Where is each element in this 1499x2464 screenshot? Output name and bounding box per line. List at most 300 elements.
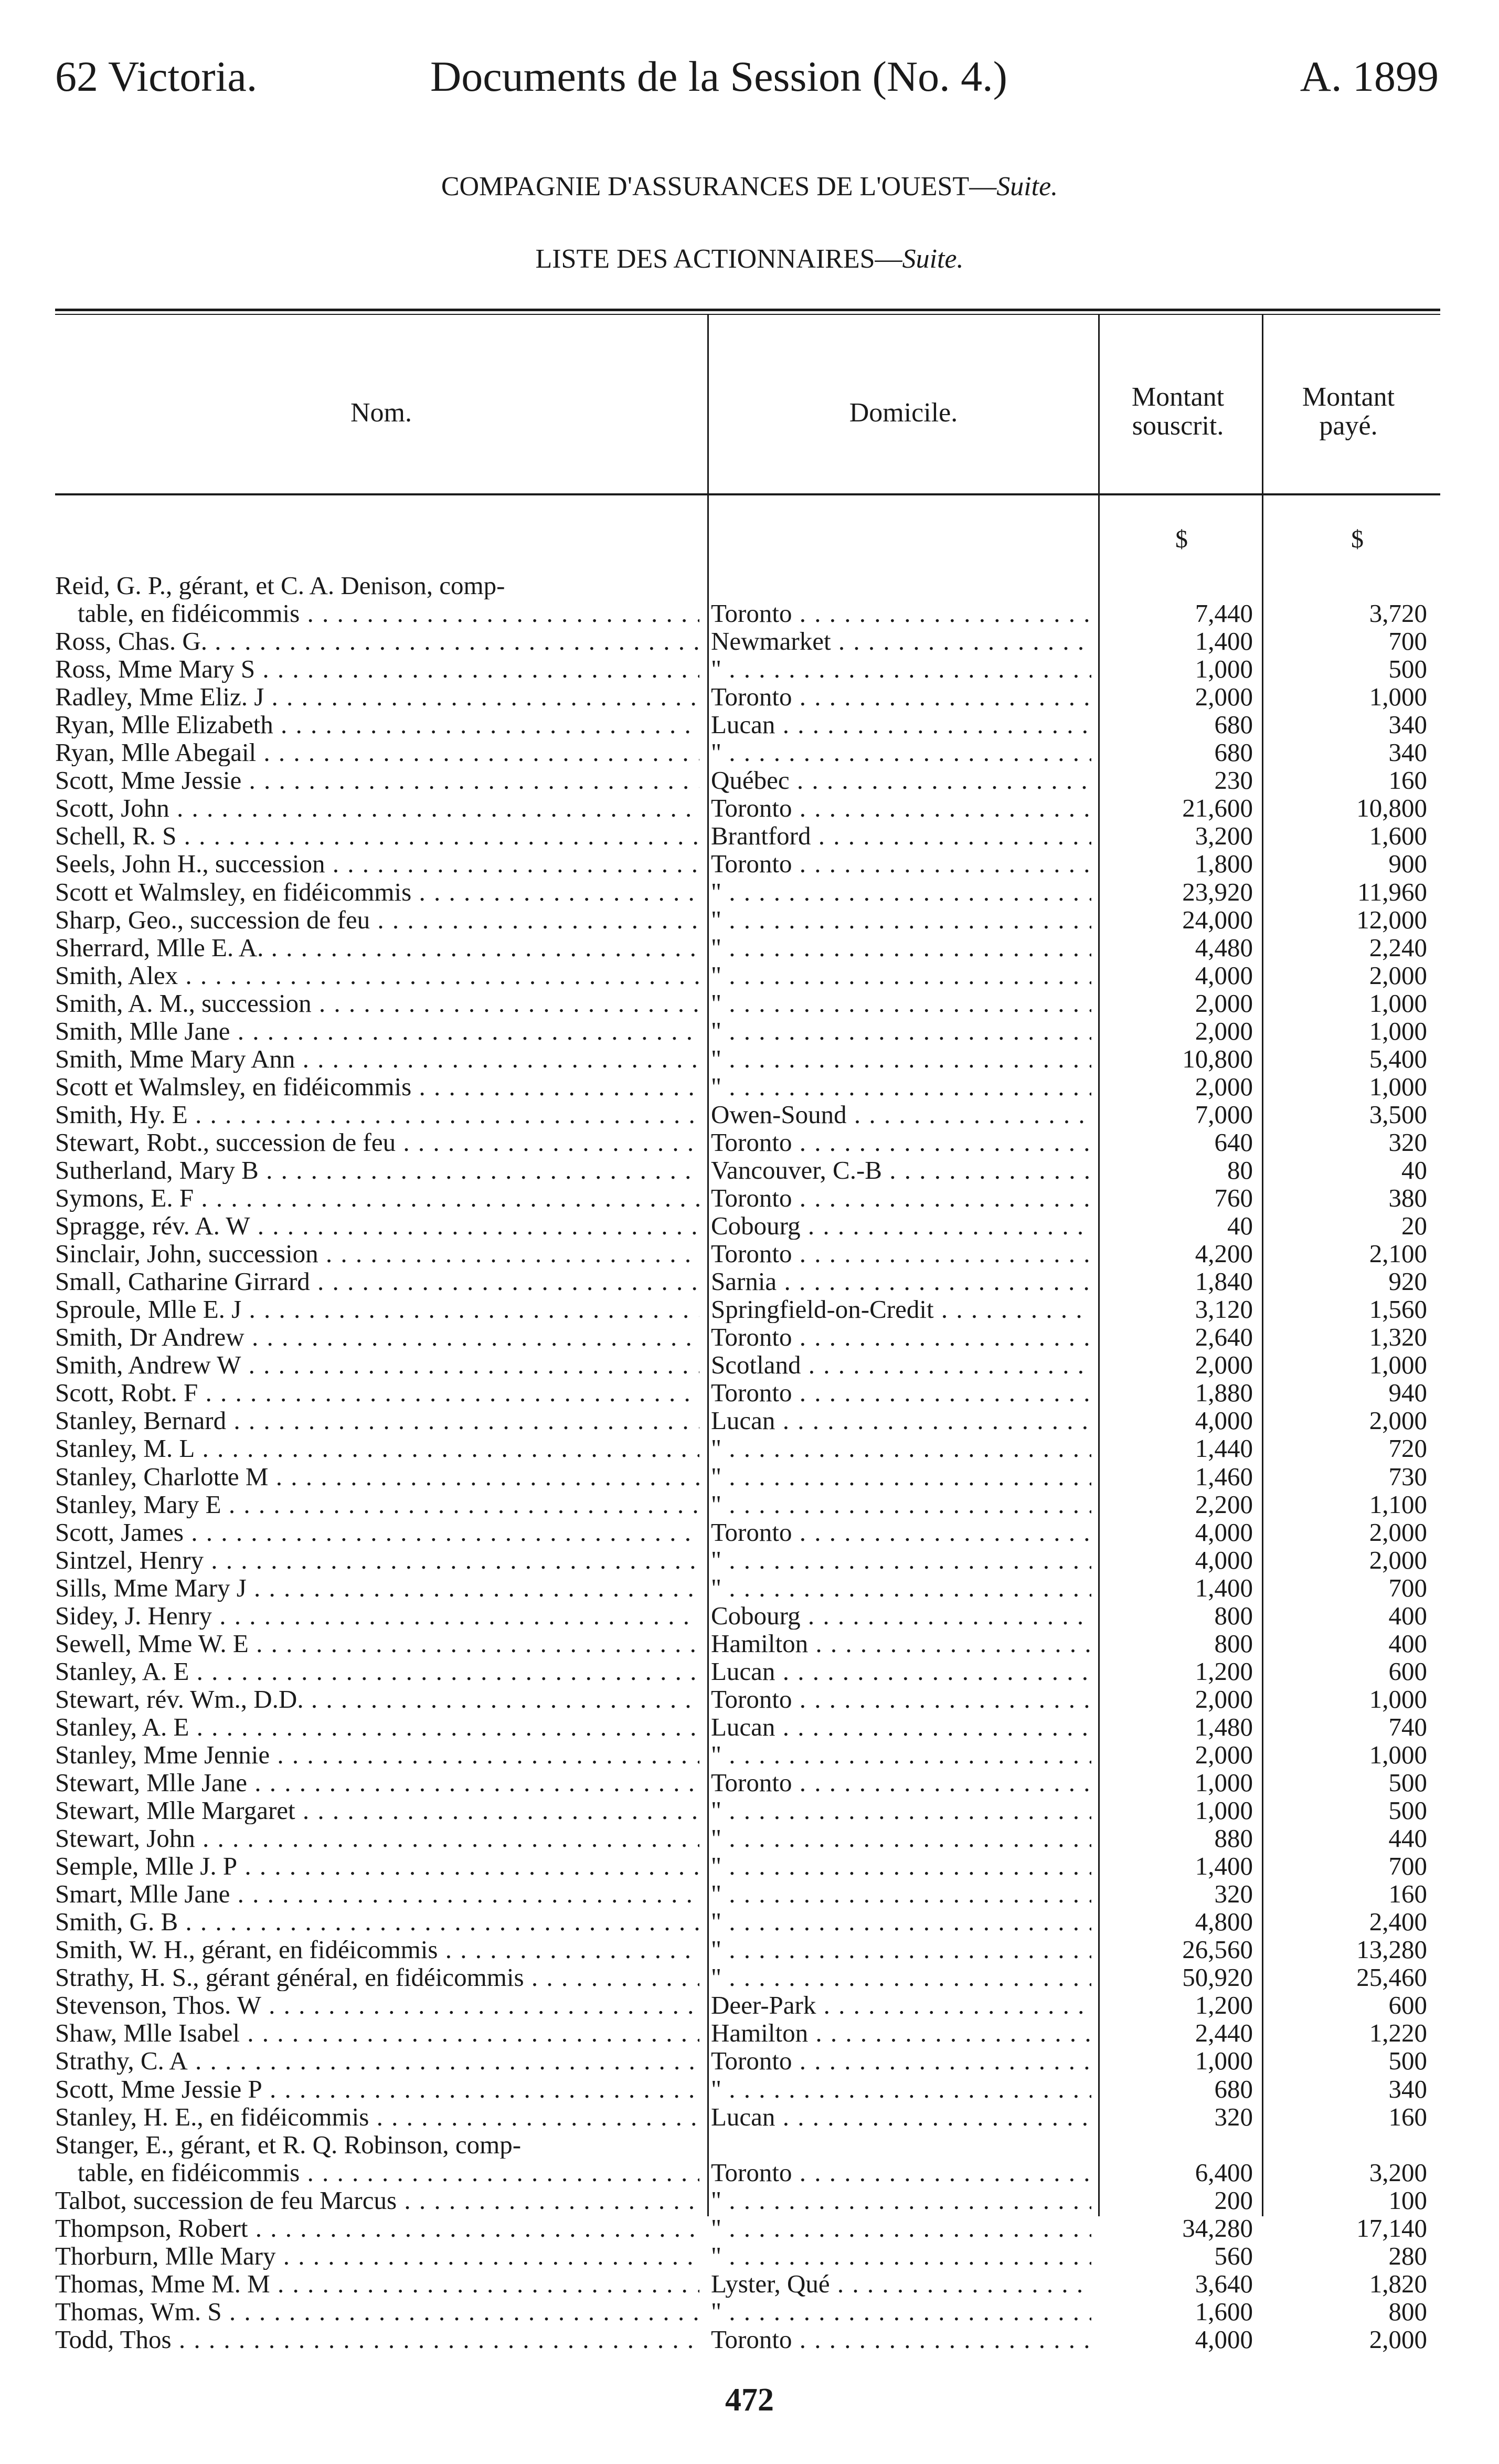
amount-paid: 11,960 (1357, 877, 1427, 906)
amount-subscribed: 24,000 (1182, 905, 1253, 934)
shareholder-domicile: Sarnia . . . (711, 1267, 1091, 1295)
table-row (0, 1963, 1499, 1991)
table-row (0, 1741, 1499, 1769)
shareholder-name: Stewart, Mlle Jane . . . (55, 1769, 699, 1796)
column-header-domicile: Domicile. (849, 398, 958, 428)
table-row (0, 738, 1499, 766)
amount-subscribed: 800 (1214, 1628, 1253, 1658)
amount-subscribed: 1,000 (1195, 1768, 1253, 1797)
amount-subscribed: 4,480 (1195, 933, 1253, 962)
amount-paid: 400 (1388, 1601, 1427, 1630)
amount-paid: 1,000 (1369, 1684, 1427, 1714)
table-row (0, 766, 1499, 794)
amount-paid: 13,280 (1356, 1935, 1427, 1964)
shareholder-name: Stanley, H. E., en fidéicommis . . . (55, 2103, 699, 2131)
table-row (0, 2214, 1499, 2242)
shareholder-name: Smith, Andrew W . . . (55, 1351, 699, 1379)
shareholder-domicile: Toronto . . . (711, 1685, 1091, 1713)
table-row (0, 2019, 1499, 2047)
amount-paid: 3,500 (1369, 1099, 1427, 1129)
amount-subscribed: 230 (1214, 766, 1253, 795)
table-row (0, 1824, 1499, 1852)
shareholder-name: Smith, Mlle Jane . . . (55, 1017, 699, 1045)
shareholder-name: Shaw, Mlle Isabel . . . (55, 2019, 699, 2047)
amount-subscribed: 680 (1214, 710, 1253, 739)
amount-subscribed: 1,000 (1195, 2046, 1253, 2076)
amount-paid: 500 (1388, 2046, 1427, 2076)
table-row (0, 1128, 1499, 1156)
header-bottom-rule (55, 493, 1440, 495)
shareholder-domicile: " . . . (711, 1073, 1091, 1101)
amount-subscribed: 23,920 (1182, 877, 1253, 906)
table-row (0, 2186, 1499, 2214)
amount-subscribed: 880 (1214, 1824, 1253, 1853)
shareholder-name: Sills, Mme Mary J . . . (55, 1574, 699, 1602)
amount-subscribed: 1,480 (1195, 1712, 1253, 1741)
shareholder-name: Stanley, A. E . . . (55, 1657, 699, 1685)
amount-subscribed: 1,800 (1195, 849, 1253, 879)
amount-subscribed: 1,400 (1195, 1573, 1253, 1602)
shareholder-name: Ryan, Mlle Abegail . . . (55, 738, 699, 766)
amount-paid: 380 (1388, 1183, 1427, 1213)
table-row (0, 2075, 1499, 2103)
shareholder-name: Stanley, Mary E . . . (55, 1490, 699, 1518)
shareholder-domicile: " . . . (711, 655, 1091, 683)
shareholder-domicile: Lucan . . . (711, 711, 1091, 738)
table-row (0, 2298, 1499, 2325)
amount-subscribed: 2,000 (1195, 1350, 1253, 1380)
column-header-paye: Montant payé. (1302, 382, 1395, 441)
column-header-nom: Nom. (350, 398, 412, 428)
shareholder-name: Smith, G. B . . . (55, 1908, 699, 1936)
amount-subscribed: 320 (1214, 1879, 1253, 1909)
amount-subscribed: 1,400 (1195, 627, 1253, 656)
amount-paid: 500 (1388, 654, 1427, 684)
amount-paid: 160 (1388, 1879, 1427, 1909)
table-row (0, 1463, 1499, 1490)
table-row (0, 1323, 1499, 1351)
currency-souscrit: $ (1175, 525, 1188, 553)
shareholder-domicile: Toronto . . . (711, 1128, 1091, 1156)
shareholder-domicile: Québec . . . (711, 766, 1091, 794)
table-row (0, 934, 1499, 961)
amount-paid: 2,100 (1369, 1239, 1427, 1268)
amount-paid: 1,320 (1369, 1323, 1427, 1352)
shareholder-name: Radley, Mme Eliz. J . . . (55, 683, 699, 711)
table-row (0, 1991, 1499, 2019)
amount-subscribed: 760 (1214, 1183, 1253, 1213)
shareholder-name: Scott et Walmsley, en fidéicommis . . . (55, 1073, 699, 1101)
amount-paid: 100 (1388, 2185, 1427, 2215)
shareholder-name: Stewart, Mlle Margaret . . . (55, 1796, 699, 1824)
shareholder-domicile: Newmarket . . . (711, 627, 1091, 655)
amount-paid: 700 (1388, 1852, 1427, 1881)
shareholder-name: Scott, James . . . (55, 1518, 699, 1546)
shareholder-name: Smith, Mme Mary Ann . . . (55, 1045, 699, 1073)
amount-paid: 1,560 (1369, 1295, 1427, 1324)
shareholder-domicile: Toronto . . . (711, 2159, 1091, 2186)
amount-paid: 700 (1388, 1573, 1427, 1602)
shareholder-domicile: " . . . (711, 878, 1091, 906)
amount-paid: 5,400 (1369, 1044, 1427, 1073)
table-row (0, 822, 1499, 850)
table-row (0, 1852, 1499, 1880)
table-row (0, 1017, 1499, 1045)
table-row (0, 906, 1499, 934)
shareholder-domicile: Toronto . . . (711, 599, 1091, 627)
amount-subscribed: 4,800 (1195, 1907, 1253, 1937)
table-row (0, 2325, 1499, 2353)
header-title: Documents de la Session (No. 4.) (430, 52, 1007, 100)
shareholder-domicile: " . . . (711, 1017, 1091, 1045)
amount-paid: 730 (1388, 1462, 1427, 1491)
table-row (0, 1713, 1499, 1741)
shareholder-name: Stevenson, Thos. W . . . (55, 1991, 699, 2019)
amount-paid: 2,000 (1369, 1517, 1427, 1547)
shareholder-name: Smith, Hy. E . . . (55, 1101, 699, 1128)
shareholder-name: Smith, Dr Andrew . . . (55, 1323, 699, 1351)
table-row (0, 2159, 1499, 2186)
table-row (0, 961, 1499, 989)
shareholder-name: Sintzel, Henry . . . (55, 1546, 699, 1574)
shareholder-name: Sproule, Mlle E. J . . . (55, 1295, 699, 1323)
shareholder-domicile: Toronto . . . (711, 1518, 1091, 1546)
table-row (0, 989, 1499, 1017)
amount-paid: 720 (1388, 1434, 1427, 1463)
amount-subscribed: 4,000 (1195, 1517, 1253, 1547)
amount-subscribed: 21,600 (1182, 794, 1253, 823)
amount-paid: 920 (1388, 1267, 1427, 1296)
shareholder-domicile: " . . . (711, 738, 1091, 766)
table-row (0, 1267, 1499, 1295)
amount-subscribed: 2,640 (1195, 1323, 1253, 1352)
list-title: LISTE DES ACTIONNAIRES—Suite. (535, 244, 964, 274)
shareholder-name: Thorburn, Mlle Mary . . . (55, 2242, 699, 2270)
amount-paid: 600 (1388, 1656, 1427, 1686)
amount-paid: 340 (1388, 738, 1427, 767)
amount-paid: 400 (1388, 1628, 1427, 1658)
table-top-rule (55, 309, 1440, 311)
amount-paid: 2,240 (1369, 933, 1427, 962)
table-row (0, 711, 1499, 738)
amount-subscribed: 4,000 (1195, 1545, 1253, 1574)
amount-subscribed: 2,000 (1195, 682, 1253, 712)
shareholder-domicile: Hamilton . . . (711, 2019, 1091, 2047)
shareholder-name: Smith, W. H., gérant, en fidéicommis . . . (55, 1936, 699, 1963)
shareholder-domicile: Toronto . . . (711, 2325, 1091, 2353)
shareholder-domicile: " . . . (711, 1936, 1091, 1963)
amount-paid: 1,220 (1369, 2018, 1427, 2048)
shareholder-domicile: Brantford . . . (711, 822, 1091, 850)
header-session: 62 Victoria. (55, 52, 258, 100)
amount-subscribed: 1,440 (1195, 1434, 1253, 1463)
table-row (0, 2047, 1499, 2075)
amount-paid: 600 (1388, 1991, 1427, 2020)
amount-subscribed: 34,280 (1182, 2213, 1253, 2243)
shareholder-domicile: Toronto . . . (711, 794, 1091, 822)
shareholder-name: Stanley, Charlotte M . . . (55, 1463, 699, 1490)
amount-paid: 2,000 (1369, 1545, 1427, 1574)
amount-subscribed: 3,640 (1195, 2269, 1253, 2298)
shareholder-domicile: " . . . (711, 934, 1091, 961)
shareholder-name: Thomas, Wm. S . . . (55, 2298, 699, 2325)
amount-paid: 10,800 (1356, 794, 1427, 823)
shareholder-name: Sutherland, Mary B . . . (55, 1156, 699, 1184)
shareholder-domicile: " . . . (711, 1908, 1091, 1936)
amount-subscribed: 26,560 (1182, 1935, 1253, 1964)
shareholder-name: Ross, Mme Mary S . . . (55, 655, 699, 683)
shareholder-domicile: Toronto . . . (711, 683, 1091, 711)
shareholder-domicile: Toronto . . . (711, 850, 1091, 877)
amount-subscribed: 7,440 (1195, 599, 1253, 628)
shareholder-domicile: Toronto . . . (711, 1240, 1091, 1267)
shareholder-domicile: " . . . (711, 1963, 1091, 1991)
shareholder-domicile: " . . . (711, 1824, 1091, 1852)
amount-subscribed: 40 (1227, 1211, 1253, 1241)
table-row (0, 655, 1499, 683)
amount-subscribed: 2,000 (1195, 1740, 1253, 1769)
shareholder-domicile: Lucan . . . (711, 1713, 1091, 1741)
amount-subscribed: 7,000 (1195, 1099, 1253, 1129)
table-row (0, 1546, 1499, 1574)
table-row (0, 1434, 1499, 1462)
table-row (0, 1574, 1499, 1602)
shareholder-domicile: " . . . (711, 961, 1091, 989)
amount-subscribed: 1,200 (1195, 1656, 1253, 1686)
shareholder-domicile: Owen-Sound . . . (711, 1101, 1091, 1128)
shareholder-domicile: " . . . (711, 2186, 1091, 2214)
amount-subscribed: 2,200 (1195, 1489, 1253, 1519)
shareholder-name: Symons, E. F . . . (55, 1184, 699, 1212)
amount-paid: 3,720 (1369, 599, 1427, 628)
table-row (0, 1101, 1499, 1128)
shareholder-name: Smart, Mlle Jane . . . (55, 1880, 699, 1908)
amount-subscribed: 1,880 (1195, 1378, 1253, 1408)
table-row (0, 1908, 1499, 1936)
shareholder-domicile: Lucan . . . (711, 1407, 1091, 1434)
table-row (0, 683, 1499, 711)
company-title: COMPAGNIE D'ASSURANCES DE L'OUEST—Suite. (441, 172, 1058, 202)
shareholder-name: Scott, John . . . (55, 794, 699, 822)
table-row (0, 1184, 1499, 1212)
shareholder-domicile: Springfield-on-Credit . . . (711, 1295, 1091, 1323)
table-row (0, 1630, 1499, 1657)
shareholder-name: Sidey, J. Henry . . . (55, 1602, 699, 1630)
table-row (0, 1602, 1499, 1630)
table-row (0, 1073, 1499, 1101)
shareholder-name: Smith, A. M., succession . . . (55, 989, 699, 1017)
amount-paid: 1,820 (1369, 2269, 1427, 2298)
amount-subscribed: 2,000 (1195, 1072, 1253, 1101)
shareholder-name: Scott, Mme Jessie P . . . (55, 2075, 699, 2103)
amount-paid: 1,000 (1369, 682, 1427, 712)
table-row (0, 1351, 1499, 1379)
amount-paid: 340 (1388, 2074, 1427, 2103)
header-year: A. 1899 (1300, 52, 1439, 100)
amount-paid: 12,000 (1356, 905, 1427, 934)
table-row (0, 1407, 1499, 1434)
table-row (0, 1936, 1499, 1963)
table-row (0, 1657, 1499, 1685)
amount-subscribed: 1,460 (1195, 1462, 1253, 1491)
amount-subscribed: 680 (1214, 738, 1253, 767)
amount-paid: 17,140 (1356, 2213, 1427, 2243)
shareholder-name: Sewell, Mme W. E . . . (55, 1630, 699, 1657)
shareholder-name: Strathy, H. S., gérant général, en fidéicommis . . . (55, 1963, 699, 1991)
shareholder-name: Stewart, Robt., succession de feu . . . (55, 1128, 699, 1156)
shareholder-domicile: Deer-Park . . . (711, 1991, 1091, 2019)
shareholder-domicile: " . . . (711, 1741, 1091, 1769)
shareholder-domicile: " . . . (711, 1045, 1091, 1073)
table-row (0, 2103, 1499, 2131)
shareholder-name: Stanley, Mme Jennie . . . (55, 1741, 699, 1769)
column-header-souscrit: Montant souscrit. (1131, 382, 1225, 441)
shareholder-domicile: Toronto . . . (711, 1184, 1091, 1212)
amount-paid: 2,000 (1369, 960, 1427, 990)
amount-subscribed: 560 (1214, 2241, 1253, 2270)
amount-subscribed: 2,000 (1195, 988, 1253, 1018)
shareholder-name: Stanley, M. L . . . (55, 1434, 699, 1462)
amount-subscribed: 4,000 (1195, 2324, 1253, 2354)
amount-paid: 1,600 (1369, 821, 1427, 851)
table-row (0, 1769, 1499, 1796)
amount-paid: 20 (1401, 1211, 1427, 1241)
amount-subscribed: 2,440 (1195, 2018, 1253, 2048)
table-row (0, 1240, 1499, 1267)
amount-paid: 2,000 (1369, 1406, 1427, 1435)
amount-subscribed: 80 (1227, 1155, 1253, 1185)
shareholder-domicile: Lucan . . . (711, 2103, 1091, 2131)
amount-subscribed: 800 (1214, 1601, 1253, 1630)
amount-paid: 1,000 (1369, 1740, 1427, 1769)
shareholder-domicile: " . . . (711, 989, 1091, 1017)
amount-paid: 25,460 (1356, 1963, 1427, 1992)
shareholder-domicile: Toronto . . . (711, 1769, 1091, 1796)
amount-paid: 2,400 (1369, 1907, 1427, 1937)
shareholder-domicile: Toronto . . . (711, 1323, 1091, 1351)
shareholder-name: Sinclair, John, succession . . . (55, 1240, 699, 1267)
shareholder-domicile: " . . . (711, 906, 1091, 934)
table-top-rule-thin (55, 314, 1440, 315)
table-row (0, 794, 1499, 822)
page-number: 472 (725, 2382, 774, 2418)
amount-subscribed: 1,200 (1195, 1991, 1253, 2020)
table-row (0, 1045, 1499, 1073)
shareholder-name: Reid, G. P., gérant, et C. A. Denison, comp- (55, 572, 505, 599)
amount-paid: 160 (1388, 766, 1427, 795)
amount-subscribed: 1,600 (1195, 2297, 1253, 2326)
shareholder-domicile: Toronto . . . (711, 2047, 1091, 2075)
amount-paid: 3,200 (1369, 2158, 1427, 2187)
table-row (0, 627, 1499, 655)
amount-paid: 740 (1388, 1712, 1427, 1741)
amount-paid: 160 (1388, 2102, 1427, 2131)
shareholder-name: Strathy, C. A . . . (55, 2047, 699, 2075)
amount-subscribed: 4,000 (1195, 1406, 1253, 1435)
currency-paye: $ (1351, 525, 1364, 553)
amount-paid: 500 (1388, 1796, 1427, 1825)
shareholder-domicile: " . . . (711, 2298, 1091, 2325)
shareholder-name: Schell, R. S . . . (55, 822, 699, 850)
amount-subscribed: 6,400 (1195, 2158, 1253, 2187)
shareholder-domicile: " . . . (711, 2075, 1091, 2103)
amount-subscribed: 3,200 (1195, 821, 1253, 851)
amount-subscribed: 3,120 (1195, 1295, 1253, 1324)
table-row (0, 599, 1499, 627)
amount-subscribed: 640 (1214, 1127, 1253, 1157)
shareholder-domicile: Toronto . . . (711, 1379, 1091, 1407)
amount-subscribed: 1,400 (1195, 1852, 1253, 1881)
amount-subscribed: 10,800 (1182, 1044, 1253, 1073)
amount-paid: 2,000 (1369, 2324, 1427, 2354)
table-row (0, 2242, 1499, 2270)
amount-paid: 500 (1388, 1768, 1427, 1797)
shareholder-name: Seels, John H., succession . . . (55, 850, 699, 877)
shareholder-name: Stanley, Bernard . . . (55, 1407, 699, 1434)
table-row (0, 2131, 1499, 2159)
shareholder-domicile: " . . . (711, 1490, 1091, 1518)
amount-subscribed: 50,920 (1182, 1963, 1253, 1992)
amount-paid: 900 (1388, 849, 1427, 879)
amount-paid: 1,000 (1369, 1350, 1427, 1380)
amount-subscribed: 4,000 (1195, 960, 1253, 990)
amount-subscribed: 1,840 (1195, 1267, 1253, 1296)
shareholder-name: Stanley, A. E . . . (55, 1713, 699, 1741)
shareholder-domicile: Lyster, Qué . . . (711, 2270, 1091, 2298)
shareholder-domicile: " . . . (711, 1463, 1091, 1490)
amount-subscribed: 320 (1214, 2102, 1253, 2131)
shareholder-domicile: " . . . (711, 1852, 1091, 1880)
amount-paid: 1,000 (1369, 988, 1427, 1018)
amount-subscribed: 1,000 (1195, 1796, 1253, 1825)
table-row (0, 878, 1499, 906)
shareholder-domicile: Hamilton . . . (711, 1630, 1091, 1657)
shareholder-name: Stewart, John . . . (55, 1824, 699, 1852)
amount-paid: 320 (1388, 1127, 1427, 1157)
shareholder-domicile: Lucan . . . (711, 1657, 1091, 1685)
amount-paid: 800 (1388, 2297, 1427, 2326)
shareholder-table (0, 572, 1499, 2353)
shareholder-domicile: Scotland . . . (711, 1351, 1091, 1379)
table-row (0, 1379, 1499, 1407)
table-row (0, 1295, 1499, 1323)
amount-subscribed: 200 (1214, 2185, 1253, 2215)
amount-paid: 1,000 (1369, 1072, 1427, 1101)
shareholder-name: Stanger, E., gérant, et R. Q. Robinson, comp- (55, 2130, 522, 2159)
shareholder-name: Spragge, rév. A. W . . . (55, 1212, 699, 1240)
shareholder-domicile: " . . . (711, 1574, 1091, 1602)
shareholder-name: Ross, Chas. G. . . . (55, 627, 699, 655)
table-row (0, 1156, 1499, 1184)
amount-paid: 1,100 (1369, 1489, 1427, 1519)
shareholder-name: table, en fidéicommis . . . (78, 599, 699, 627)
amount-subscribed: 680 (1214, 2074, 1253, 2103)
shareholder-domicile: Cobourg . . . (711, 1602, 1091, 1630)
shareholder-domicile: Vancouver, C.-B . . . (711, 1156, 1091, 1184)
amount-subscribed: 1,000 (1195, 654, 1253, 684)
shareholder-name: table, en fidéicommis . . . (78, 2159, 699, 2186)
shareholder-name: Smith, Alex . . . (55, 961, 699, 989)
amount-paid: 940 (1388, 1378, 1427, 1408)
shareholder-name: Todd, Thos . . . (55, 2325, 699, 2353)
shareholder-name: Ryan, Mlle Elizabeth . . . (55, 711, 699, 738)
amount-subscribed: 2,000 (1195, 1016, 1253, 1045)
shareholder-name: Semple, Mlle J. P . . . (55, 1852, 699, 1880)
shareholder-domicile: " . . . (711, 2214, 1091, 2242)
shareholder-domicile: Cobourg . . . (711, 1212, 1091, 1240)
amount-paid: 340 (1388, 710, 1427, 739)
shareholder-domicile: " . . . (711, 1434, 1091, 1462)
